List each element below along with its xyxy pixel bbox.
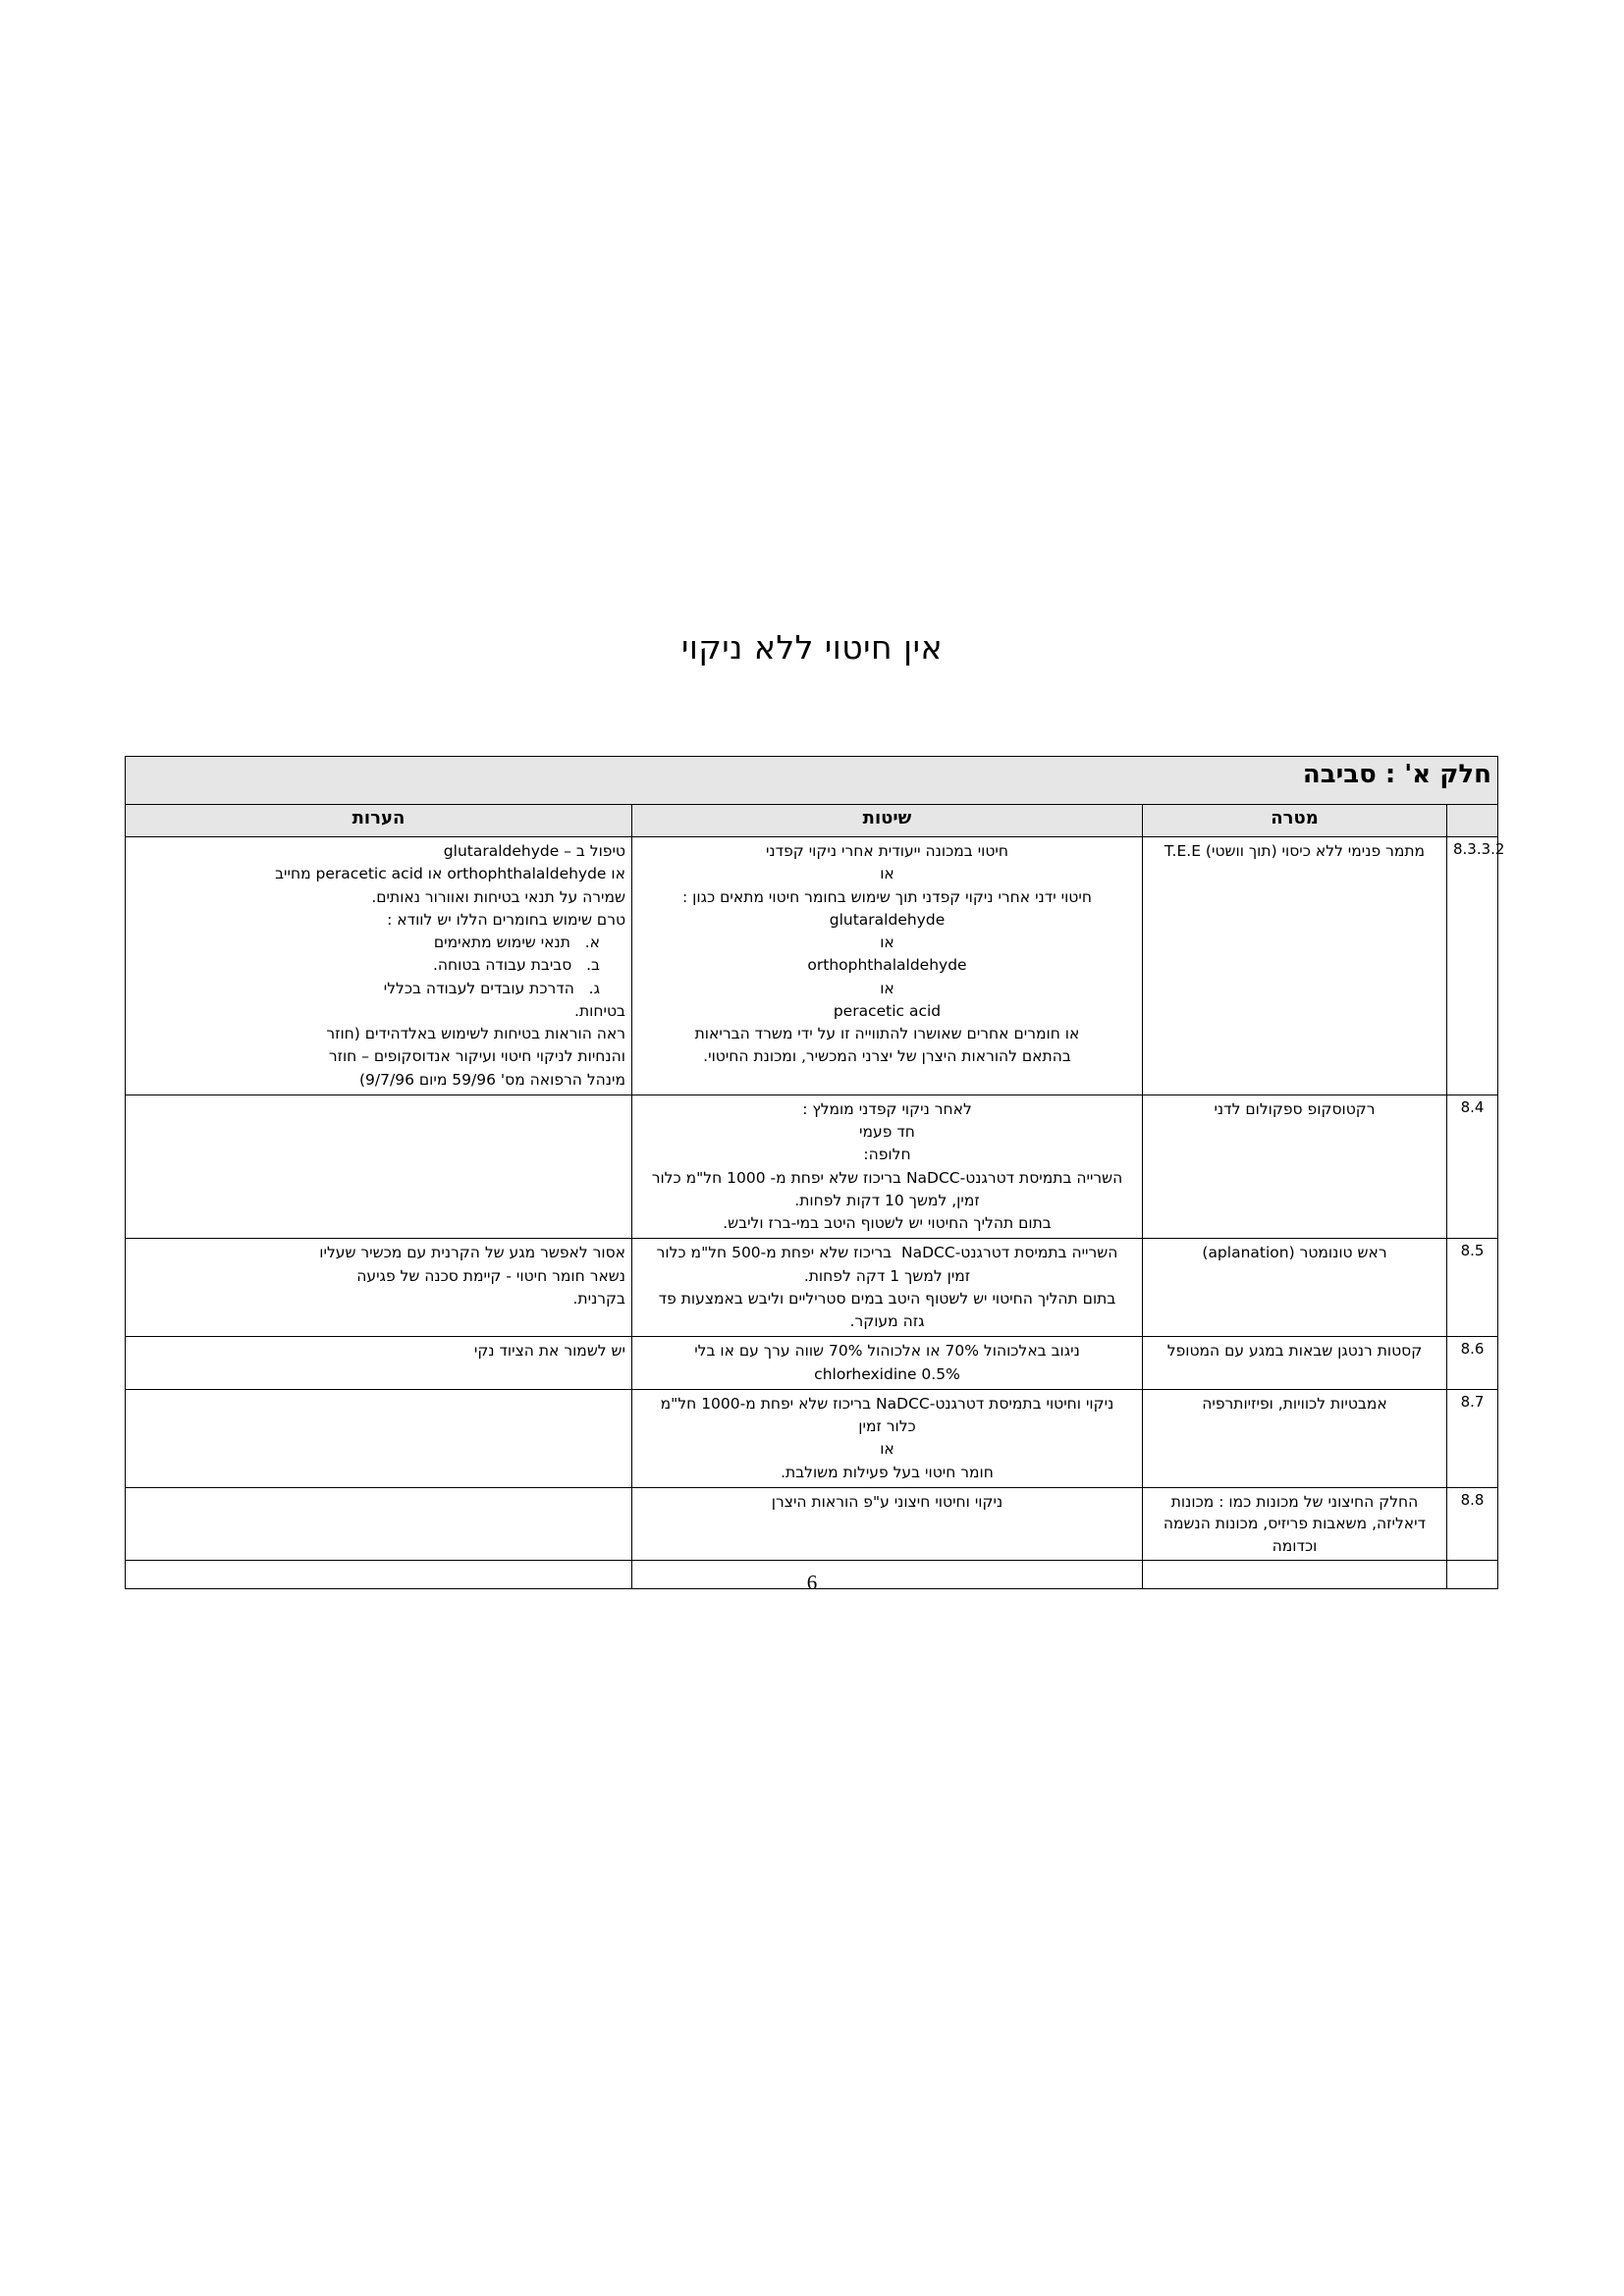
header-number [1447, 805, 1498, 837]
row-notes: יש לשמור את הציוד נקי [125, 1337, 631, 1390]
row-goal: מתמר פנימי ללא כיסוי (תוך וושטי) T.E.E [1143, 837, 1447, 1095]
table-header-row [125, 805, 1497, 837]
table-row [125, 1095, 1497, 1239]
row-number: 8.5 [1447, 1239, 1498, 1337]
row-goal: אמבטיות לכוויות, ופיזיותרפיה [1143, 1389, 1447, 1487]
row-goal: ראש טונומטר (aplanation) [1143, 1239, 1447, 1337]
environment-table [125, 756, 1505, 1589]
row-number: 8.3.3.2 [1447, 837, 1498, 1095]
row-notes: אסור לאפשר מגע של הקרנית עם מכשיר שעליו נשאר חומר חיטוי - קיימת סכנה של פגיעה בקרנית. [125, 1239, 631, 1337]
row-method: השרייה בתמיסת דטרגנט-NaDCC בריכוז שלא יפחת מ-500 חל"מ כלור זמין למשך 1 דקה לפחות. בתום תהליך החיטוי יש לשטוף היטב במים סטריליים וליבש באמצעות פד גזה מעוקר. [632, 1239, 1143, 1337]
environment-table-container [126, 756, 1505, 1589]
page-number: 6 [806, 1571, 818, 1594]
row-notes [125, 1389, 631, 1487]
row-goal: קסטות רנטגן שבאות במגע עם המטופל [1143, 1337, 1447, 1390]
table-row [125, 837, 1497, 1095]
header-goal: מטרה [1143, 805, 1447, 837]
row-notes [125, 1487, 631, 1560]
header-notes: הערות [125, 805, 631, 837]
table-row [125, 1337, 1497, 1390]
row-method: חיטוי במכונה ייעודית אחרי ניקוי קפדני או חיטוי ידני אחרי ניקוי קפדני תוך שימוש בחומר חיטוי מתאים כגון : glutaraldehyde או orthophthalaldehyde או peracetic acid או חומרים אחרים שאושרו להתווייה זו על ידי משרד הבריאות בהתאם להוראות היצרן של יצרני המכשיר, ומכונת החיטוי. [632, 837, 1143, 1095]
page-title: אין חיטוי ללא ניקוי [680, 628, 944, 667]
row-number: 8.6 [1447, 1337, 1498, 1390]
row-method: לאחר ניקוי קפדני מומלץ : חד פעמי חלופה: השרייה בתמיסת דטרגנט-NaDCC בריכוז שלא יפחת מ- 1000 חל"מ כלור זמין, למשך 10 דקות לפחות. בתום תהליך החיטוי יש לשטוף היטב במי-ברז וליבש. [632, 1095, 1143, 1239]
row-number: 8.8 [1447, 1487, 1498, 1560]
row-notes [125, 1095, 631, 1239]
row-method: ניגוב באלכוהול 70% או אלכוהול 70% שווה ערך עם או בלי 0.5% chlorhexidine [632, 1337, 1143, 1390]
table-row [125, 1239, 1497, 1337]
band-title: חלק א' : סביבה [125, 757, 1497, 805]
table-band-row [125, 757, 1497, 805]
row-method: ניקוי וחיטוי חיצוני ע"פ הוראות היצרן [632, 1487, 1143, 1560]
row-goal: רקטוסקופ ספקולום לדני [1143, 1095, 1447, 1239]
row-goal: החלק החיצוני של מכונות כמו : מכונות דיאליזה, משאבות פריזיס, מכונות הנשמה וכדומה [1143, 1487, 1447, 1560]
row-method: ניקוי וחיטוי בתמיסת דטרגנט-NaDCC בריכוז שלא יפחת מ-1000 חל"מ כלור זמין או חומר חיטוי בעל פעילות משולבת. [632, 1389, 1143, 1487]
row-number: 8.4 [1447, 1095, 1498, 1239]
row-number: 8.7 [1447, 1389, 1498, 1487]
table-row [125, 1389, 1497, 1487]
row-notes: טיפול ב – glutaraldehyde או orthophthalaldehyde או peracetic acid מחייב שמירה על תנאי בטיחות ואוורור נאותים. טרם שימוש בחומרים הללו יש לוודא : א. תנאי שימוש מתאימים ב. סביבת עבודה בטוחה. ג. הדרכת עובדים לעבודה בכללי בטיחות. ראה הוראות בטיחות לשימוש באלדהידים (חוזר והנחיות לניקוי חיטוי ועיקור אנדוסקופים – חוזר מינהל הרפואה מס' 59/96 מיום 9/7/96) [125, 837, 631, 1095]
header-method: שיטות [632, 805, 1143, 837]
table-row [125, 1487, 1497, 1560]
